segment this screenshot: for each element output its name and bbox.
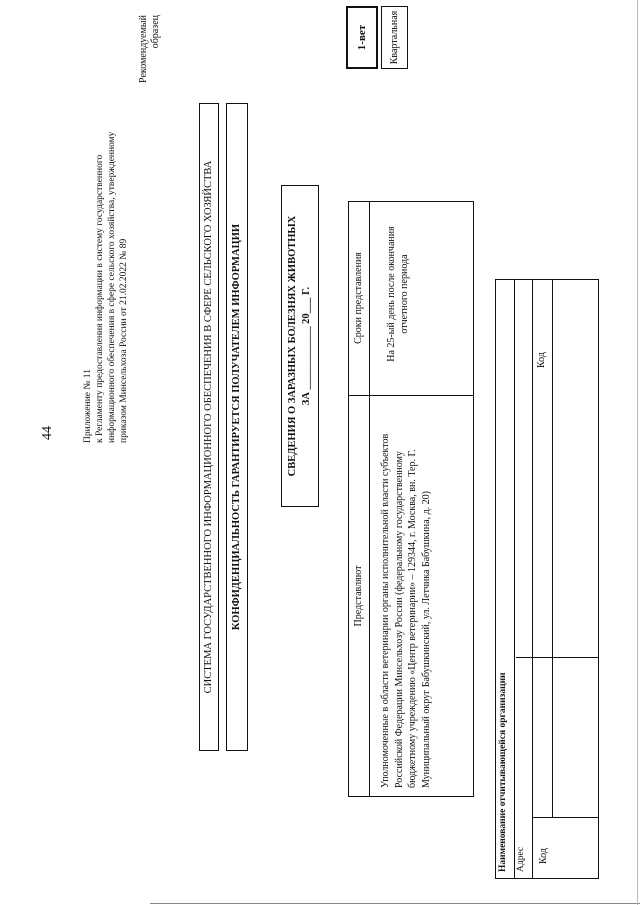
organization-table bbox=[495, 279, 599, 879]
form-code-box: 1-вет bbox=[346, 6, 378, 69]
confidentiality-notice: КОНФИДЕНЦИАЛЬНОСТЬ ГАРАНТИРУЕТСЯ ПОЛУЧАТЕЛЕМ ИНФОРМАЦИИ bbox=[226, 103, 248, 751]
address-label: Адрес bbox=[516, 846, 526, 872]
frequency-box: Квартальная bbox=[381, 6, 408, 69]
header-deadline: Сроки представления bbox=[353, 252, 364, 344]
recommended-sample-note bbox=[138, 15, 162, 135]
appendix-line-2: к Регламенту предоставления информации в систему государственного bbox=[95, 154, 105, 443]
submitter-text: Уполномоченные в области ветеринарии органы исполнительной власти субъектов Российской Федерации Минсельхозу России (федеральному государственному бюджетному учреждению «Центр ветеринарии» – 129344, г. Москва, вн. Тер. Г. Муниципальный округ Бабушкинский, ул. Летчика Бабушкина, д. 20) bbox=[380, 433, 432, 788]
organization-name-row[interactable] bbox=[496, 280, 515, 878]
appendix-line-4: приказом Минсельхоза России от 21.02.2022 № 89 bbox=[119, 238, 129, 443]
appendix-note bbox=[82, 3, 130, 443]
system-title: СИСТЕМА ГОСУДАРСТВЕННОГО ИНФОРМАЦИОННОГО ОБЕСПЕЧЕНИЯ В СФЕРЕ СЕЛЬСКОГО ХОЗЯЙСТВА bbox=[199, 103, 219, 751]
deadline-text: На 25-ый день после окончания отчетного периода bbox=[386, 226, 410, 362]
report-period: ЗА ____________ 20___ Г. bbox=[301, 286, 312, 406]
submission-table bbox=[348, 201, 474, 797]
recommended-line-1: Рекомендуемый bbox=[138, 15, 149, 83]
page-number: 44 bbox=[40, 426, 55, 440]
appendix-line-1: Приложение № 11 bbox=[83, 369, 93, 443]
code-label-2: Код bbox=[536, 352, 547, 368]
organization-name-label: Наименование отчитывающейся организации bbox=[498, 672, 508, 872]
recommended-line-2: образец bbox=[150, 15, 161, 49]
appendix-line-3: информационного обеспечения в сфере сельского хозяйства, утвержденному bbox=[107, 131, 117, 443]
code-label-1: Код bbox=[538, 848, 549, 864]
report-title-line-1: СВЕДЕНИЯ О ЗАРАЗНЫХ БОЛЕЗНЯХ ЖИВОТНЫХ bbox=[287, 215, 298, 477]
code-divider-2 bbox=[516, 657, 598, 658]
header-submitter: Представляют bbox=[353, 565, 364, 627]
address-row[interactable] bbox=[514, 280, 533, 878]
code-divider-1 bbox=[532, 817, 598, 818]
report-title bbox=[281, 185, 319, 507]
code-row-divider bbox=[552, 280, 553, 818]
